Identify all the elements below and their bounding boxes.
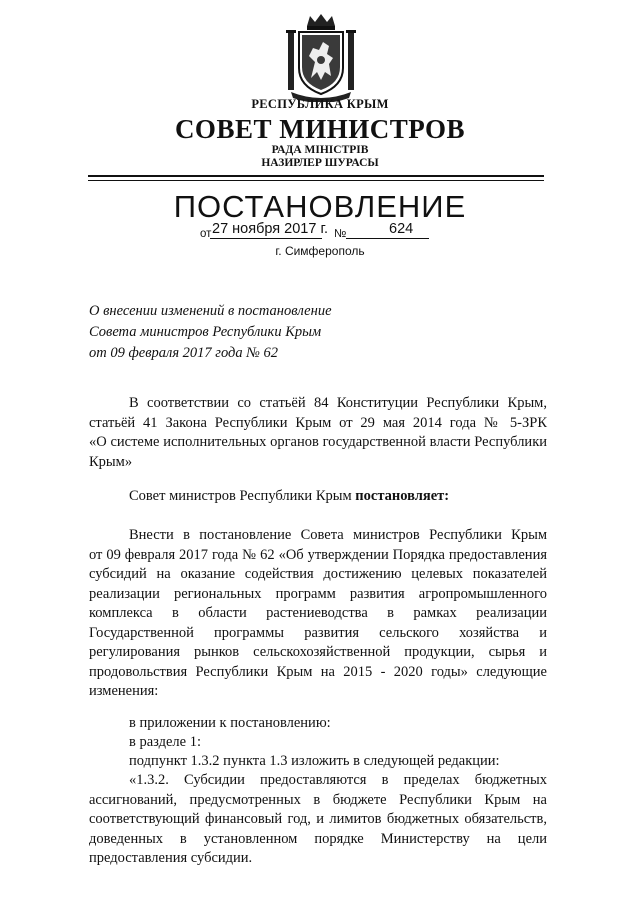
resolution-text: Совет министров Республики Крым [129, 488, 356, 504]
crimea-coat-of-arms-emblem [285, 12, 357, 102]
paragraph-line: доведенных в установленном порядке Министерству на цели [89, 830, 547, 847]
council-name-ukrainian: РАДА МІНІСТРІВ [271, 144, 369, 156]
paragraph-line: Внести в постановление Совета министров Республики Крым [129, 527, 547, 543]
quoted-amendment-paragraph [89, 771, 547, 869]
document-number: 624 [389, 221, 414, 237]
paragraph-line: предоставления субсидии. [89, 850, 253, 866]
date-number-line [200, 221, 430, 243]
paragraph-line: от 09 февраля 2017 года № 62 «Об утверждении Порядка предоставления [89, 546, 547, 563]
paragraph-line: Крым» [89, 453, 133, 470]
subpoint-line: подпункт 1.3.2 пункта 1.3 изложить в следующей редакции: [129, 753, 500, 769]
date-underline [210, 238, 322, 239]
paragraph-line: «1.3.2. Субсидии предоставляются в пределах бюджетных [129, 772, 547, 788]
paragraph-line: Государственной программы развития сельского хозяйства и [89, 624, 547, 641]
subject-line: О внесении изменений в постановление [89, 303, 332, 319]
paragraph-line: изменения: [89, 683, 159, 699]
paragraph-line: регулирования рынков сельскохозяйственной продукции, сырья и [89, 644, 547, 660]
legal-basis-paragraph [89, 394, 547, 472]
paragraph-line: соответствующий финансовый год, и лимитов бюджетных обязательств, [89, 811, 547, 827]
document-date: 27 ноября 2017 г. [212, 221, 328, 237]
header-divider-thick [88, 175, 544, 177]
number-underline [346, 238, 429, 239]
date-prefix: от [200, 228, 212, 240]
council-name-crimean-tatar: НАЗИРЛЕР ШУРАСЫ [261, 157, 379, 169]
appendix-line: в приложении к постановлению: [129, 715, 331, 731]
document-title: ПОСТАНОВЛЕНИЕ [173, 189, 467, 224]
council-name: СОВЕТ МИНИСТРОВ [174, 114, 466, 144]
header-divider-thin [88, 180, 544, 181]
paragraph-line: комплекса в области растениеводства в рамках реализации [89, 605, 547, 621]
republic-name: РЕСПУБЛИКА КРЫМ [251, 97, 389, 111]
paragraph-line: «О системе исполнительных органов государственной власти Республики [89, 434, 547, 450]
city-name: г. Симферополь [275, 244, 365, 258]
paragraph-line: статьёй 41 Закона Республики Крым от 29 мая 2014 года № 5-ЗРК [89, 414, 547, 431]
resolution-statement [129, 487, 449, 506]
subject-line: Совета министров Республики Крым [89, 324, 322, 340]
paragraph-line: ассигнований, предусмотренных в бюджете Республики Крым на [89, 791, 547, 808]
paragraph-line: реализации региональных программ развития агропромышленного [89, 585, 547, 602]
paragraph-line: субсидий на оказание содействия достижению целевых показателей [89, 566, 547, 582]
subject-line: от 09 февраля 2017 года № 62 [89, 345, 279, 361]
section-line: в разделе 1: [129, 734, 202, 750]
document-subject [89, 301, 332, 364]
amendment-paragraph [89, 526, 547, 702]
paragraph-line: продовольствия Республики Крым на 2015 - 2020 годы» следующие [89, 663, 547, 680]
number-sign: № [334, 228, 347, 240]
resolution-keyword: постановляет: [355, 488, 450, 504]
paragraph-line: В соответствии со статьёй 84 Конституции Республики Крым, [129, 395, 547, 411]
